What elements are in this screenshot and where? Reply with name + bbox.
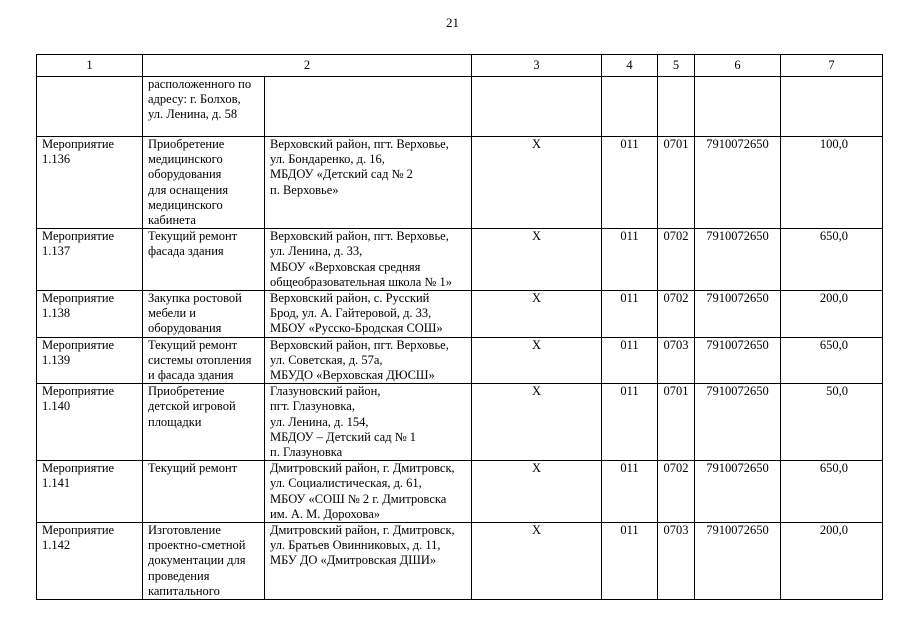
address-cell: [265, 337, 472, 384]
cell-text-line: МБДОУ – Детский сад № 1: [270, 429, 417, 444]
cell-text-line: ул. Ленина, д. 58: [148, 107, 238, 122]
address-cell: [265, 523, 472, 600]
amount-cell: 650,0: [781, 337, 883, 384]
amount-cell: 50,0: [781, 384, 883, 461]
marker-cell: Х: [472, 291, 602, 338]
table-header: [37, 55, 883, 77]
description-cell: [143, 384, 265, 461]
section-code-cell: [658, 77, 695, 137]
cell-text-line: Приобретение: [148, 384, 225, 399]
target-code-cell: 7910072650: [695, 137, 781, 229]
cell-text-line: оборудования: [148, 167, 222, 182]
cell-text-line: п. Глазуновка: [270, 445, 343, 460]
cell-text-line: Верховский район, пгт. Верховье,: [270, 337, 449, 352]
amount-cell: 200,0: [781, 523, 883, 600]
table-row: [37, 384, 883, 461]
address-cell: [265, 137, 472, 229]
header-cell-2: 2: [143, 55, 472, 77]
cell-text-line: кабинета: [148, 213, 196, 228]
cell-text-line: Изготовление: [148, 523, 221, 538]
target-code-cell: [695, 77, 781, 137]
cell-text-line: Мероприятие: [42, 291, 115, 306]
cell-text-line: документации для: [148, 553, 246, 568]
cell-text-line: площадки: [148, 414, 202, 429]
cell-text-line: МБУДО «Верховская ДЮСШ»: [270, 368, 435, 383]
cell-text-line: ул. Братьев Овинниковых, д. 11,: [270, 538, 441, 553]
cell-text-line: медицинского: [148, 152, 223, 167]
table-body: [37, 77, 883, 600]
cell-text-line: мебели и: [148, 306, 196, 321]
event-cell: [37, 229, 143, 291]
description-cell: [143, 291, 265, 338]
table-row: [37, 461, 883, 523]
cell-text-line: Верховский район, с. Русский: [270, 291, 430, 306]
cell-text-line: и фасада здания: [148, 368, 234, 383]
cell-text-line: МБОУ «Верховская средняя: [270, 259, 421, 274]
section-code-cell: 0701: [658, 137, 695, 229]
table-row: [37, 291, 883, 338]
header-cell-1: 1: [37, 55, 143, 77]
cell-text-line: Брод, ул. А. Гайтеровой, д. 33,: [270, 306, 432, 321]
cell-text-line: Закупка ростовой: [148, 291, 242, 306]
cell-text-line: 1.139: [42, 352, 71, 367]
marker-cell: Х: [472, 523, 602, 600]
cell-text-line: Верховский район, пгт. Верховье,: [270, 137, 449, 151]
cell-text-line: Мероприятие: [42, 337, 115, 352]
header-cell-3: 3: [472, 55, 602, 77]
header-cell-4: 4: [602, 55, 658, 77]
description-cell: [143, 229, 265, 291]
event-cell: [37, 337, 143, 384]
marker-cell: [472, 77, 602, 137]
section-code-cell: 0702: [658, 461, 695, 523]
page-number: 21: [446, 15, 459, 30]
cell-text-line: ул. Советская, д. 57а,: [270, 352, 383, 367]
section-code-cell: 0703: [658, 337, 695, 384]
cell-text-line: Текущий ремонт: [148, 461, 238, 476]
target-code-cell: 7910072650: [695, 384, 781, 461]
cell-text-line: проведения: [148, 568, 210, 583]
target-code-cell: 7910072650: [695, 291, 781, 338]
cell-text-line: ул. Ленина, д. 33,: [270, 244, 363, 259]
cell-text-line: Дмитровский район, г. Дмитровск,: [270, 461, 455, 476]
section-code-cell: 0702: [658, 229, 695, 291]
section-code-cell: 0702: [658, 291, 695, 338]
amount-cell: 100,0: [781, 137, 883, 229]
cell-text-line: пгт. Глазуновка,: [270, 399, 355, 414]
header-cell-7: 7: [781, 55, 883, 77]
target-code-cell: 7910072650: [695, 461, 781, 523]
section-code-cell: 0701: [658, 384, 695, 461]
address-cell: [265, 461, 472, 523]
address-cell: [265, 384, 472, 461]
cell-text-line: Мероприятие: [42, 229, 115, 244]
cell-text-line: Дмитровский район, г. Дмитровск,: [270, 523, 455, 538]
cell-text-line: 1.141: [42, 476, 71, 491]
event-cell: [37, 77, 143, 137]
cell-text-line: Мероприятие: [42, 523, 115, 538]
address-cell: [265, 77, 472, 137]
marker-cell: Х: [472, 337, 602, 384]
ministry-code-cell: 011: [602, 137, 658, 229]
marker-cell: Х: [472, 229, 602, 291]
table-row: [37, 337, 883, 384]
target-code-cell: 7910072650: [695, 523, 781, 600]
cell-text-line: расположенного по: [148, 77, 252, 91]
amount-cell: 650,0: [781, 461, 883, 523]
marker-cell: Х: [472, 384, 602, 461]
cell-text-line: МБОУ «СОШ № 2 г. Дмитровска: [270, 491, 447, 506]
cell-text-line: адресу: г. Болхов,: [148, 92, 241, 107]
cell-text-line: 1.140: [42, 399, 71, 414]
ministry-code-cell: [602, 77, 658, 137]
cell-text-line: Текущий ремонт: [148, 337, 238, 352]
ministry-code-cell: 011: [602, 523, 658, 600]
marker-cell: Х: [472, 461, 602, 523]
address-cell: [265, 291, 472, 338]
ministry-code-cell: 011: [602, 384, 658, 461]
ministry-code-cell: 011: [602, 229, 658, 291]
cell-text-line: Глазуновский район,: [270, 384, 381, 399]
event-cell: [37, 291, 143, 338]
cell-text-line: проектно-сметной: [148, 538, 246, 553]
cell-text-line: 1.136: [42, 152, 71, 167]
header-cell-5: 5: [658, 55, 695, 77]
cell-text-line: МБОУ «Русско-Бродская СОШ»: [270, 321, 443, 336]
description-cell: [143, 461, 265, 523]
header-cell-6: 6: [695, 55, 781, 77]
event-cell: [37, 461, 143, 523]
cell-text-line: оборудования: [148, 321, 222, 336]
cell-text-line: МБУ ДО «Дмитровская ДШИ»: [270, 553, 437, 568]
cell-text-line: медицинского: [148, 197, 223, 212]
event-cell: [37, 523, 143, 600]
header-row: [37, 55, 883, 77]
amount-cell: [781, 77, 883, 137]
table-row: [37, 77, 883, 137]
cell-text-line: Мероприятие: [42, 137, 115, 151]
table-row: [37, 523, 883, 600]
cell-text-line: 1.142: [42, 538, 71, 553]
cell-text-line: Текущий ремонт: [148, 229, 238, 244]
cell-text-line: ул. Бондаренко, д. 16,: [270, 152, 385, 167]
cell-text-line: 1.137: [42, 244, 71, 259]
ministry-code-cell: 011: [602, 291, 658, 338]
description-cell: [143, 337, 265, 384]
event-cell: [37, 137, 143, 229]
description-cell: [143, 77, 265, 137]
target-code-cell: 7910072650: [695, 229, 781, 291]
section-code-cell: 0703: [658, 523, 695, 600]
event-cell: [37, 384, 143, 461]
cell-text-line: ул. Социалистическая, д. 61,: [270, 476, 422, 491]
amount-cell: 200,0: [781, 291, 883, 338]
cell-text-line: детской игровой: [148, 399, 236, 414]
cell-text-line: капитального: [148, 583, 220, 598]
cell-text-line: МБДОУ «Детский сад № 2: [270, 167, 413, 182]
description-cell: [143, 137, 265, 229]
cell-text-line: фасада здания: [148, 244, 224, 259]
ministry-code-cell: 011: [602, 337, 658, 384]
cell-text-line: ул. Ленина, д. 154,: [270, 414, 369, 429]
cell-text-line: им. А. М. Дорохова»: [270, 506, 381, 521]
cell-text-line: п. Верховье»: [270, 182, 339, 197]
cell-text-line: Приобретение: [148, 137, 225, 151]
marker-cell: Х: [472, 137, 602, 229]
amount-cell: 650,0: [781, 229, 883, 291]
cell-text-line: Мероприятие: [42, 384, 115, 399]
target-code-cell: 7910072650: [695, 337, 781, 384]
budget-table: [36, 54, 883, 600]
table-row: [37, 229, 883, 291]
cell-text-line: для оснащения: [148, 182, 229, 197]
cell-text-line: Мероприятие: [42, 461, 115, 476]
cell-text-line: общеобразовательная школа № 1»: [270, 274, 452, 289]
address-cell: [265, 229, 472, 291]
table-row: [37, 137, 883, 229]
description-cell: [143, 523, 265, 600]
ministry-code-cell: 011: [602, 461, 658, 523]
cell-text-line: Верховский район, пгт. Верховье,: [270, 229, 449, 244]
cell-text-line: 1.138: [42, 306, 71, 321]
cell-text-line: системы отопления: [148, 352, 252, 367]
